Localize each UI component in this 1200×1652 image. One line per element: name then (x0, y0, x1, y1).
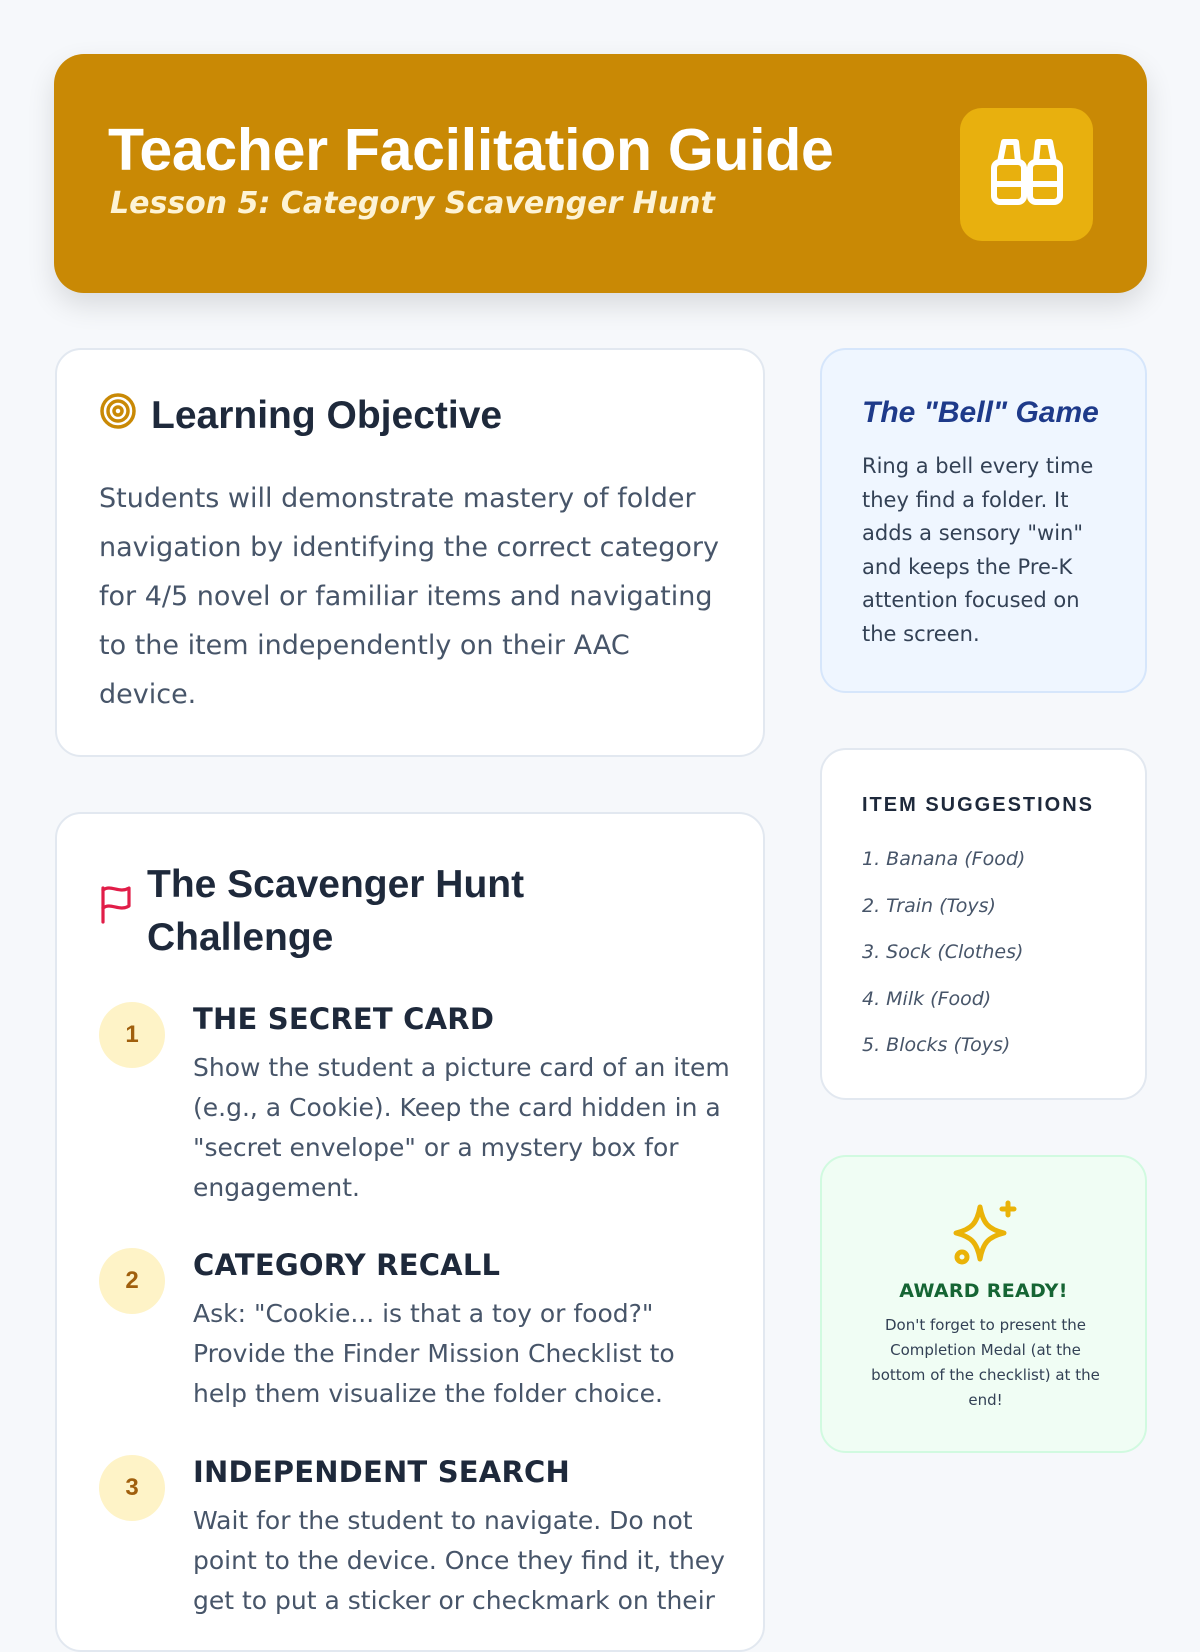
page-subtitle: Lesson 5: Category Scavenger Hunt (110, 186, 715, 221)
scavenger-hunt-heading (99, 858, 567, 964)
scavenger-hunt-title: The Scavenger Hunt Challenge (147, 863, 525, 959)
target-icon (99, 392, 137, 440)
item-suggestions-list (862, 845, 1025, 1078)
step-title: THE SECRET CARD (193, 1002, 495, 1036)
list-item: 3. Sock (Clothes) (862, 941, 1024, 963)
item-suggestions-card (820, 748, 1147, 1100)
step-description: Ask: "Cookie... is that a toy or food?" Provide the Finder Mission Checklist to help them visualize the folder choice. (193, 1299, 675, 1408)
step-number: 3 (99, 1455, 165, 1521)
binoculars-icon (990, 138, 1064, 212)
step-number: 1 (99, 1002, 165, 1068)
learning-objective-heading (99, 392, 502, 440)
sparkles-icon (950, 1199, 1020, 1273)
award-title: AWARD READY! (899, 1280, 1068, 1302)
step-title: CATEGORY RECALL (193, 1248, 501, 1282)
bell-game-text: Ring a bell every time they find a folder. It adds a sensory "win" and keeps the Pre-K attention focused on the screen. (862, 454, 1094, 646)
learning-objective-text: Students will demonstrate mastery of folder navigation by identifying the correct category for 4/5 novel or familiar items and navigating to the item independently on their AAC device. (99, 483, 719, 710)
list-item: 2. Train (Toys) (862, 894, 996, 917)
step-number: 2 (99, 1248, 165, 1314)
header-icon-box (960, 108, 1093, 241)
learning-objective-card (55, 348, 765, 757)
list-item: 5. Blocks (Toys) (862, 1034, 1011, 1056)
list-item: 1. Banana (Food) (862, 848, 1026, 870)
scavenger-hunt-card (55, 812, 765, 1652)
step-description: Show the student a picture card of an item (e.g., a Cookie). Keep the card hidden in a "secret envelope" or a mystery box for engagement. (193, 1053, 730, 1202)
step-title: INDEPENDENT SEARCH (193, 1455, 570, 1489)
list-item: 4. Milk (Food) (862, 987, 992, 1010)
award-card (820, 1155, 1147, 1453)
bell-game-title: The "Bell" Game (862, 396, 1099, 429)
item-suggestions-title: ITEM SUGGESTIONS (862, 794, 1095, 816)
page-title: Teacher Facilitation Guide (108, 117, 834, 183)
step-description: Wait for the student to navigate. Do not point to the device. Once they find it, they get to put a sticker or checkmark on their (193, 1506, 725, 1615)
award-text: Don't forget to present the Completion Medal (at the bottom of the checklist) at the end! (871, 1316, 1100, 1409)
page-header (54, 54, 1147, 293)
bell-game-card (820, 348, 1147, 693)
flag-icon (99, 884, 133, 938)
learning-objective-title: Learning Objective (151, 394, 503, 437)
